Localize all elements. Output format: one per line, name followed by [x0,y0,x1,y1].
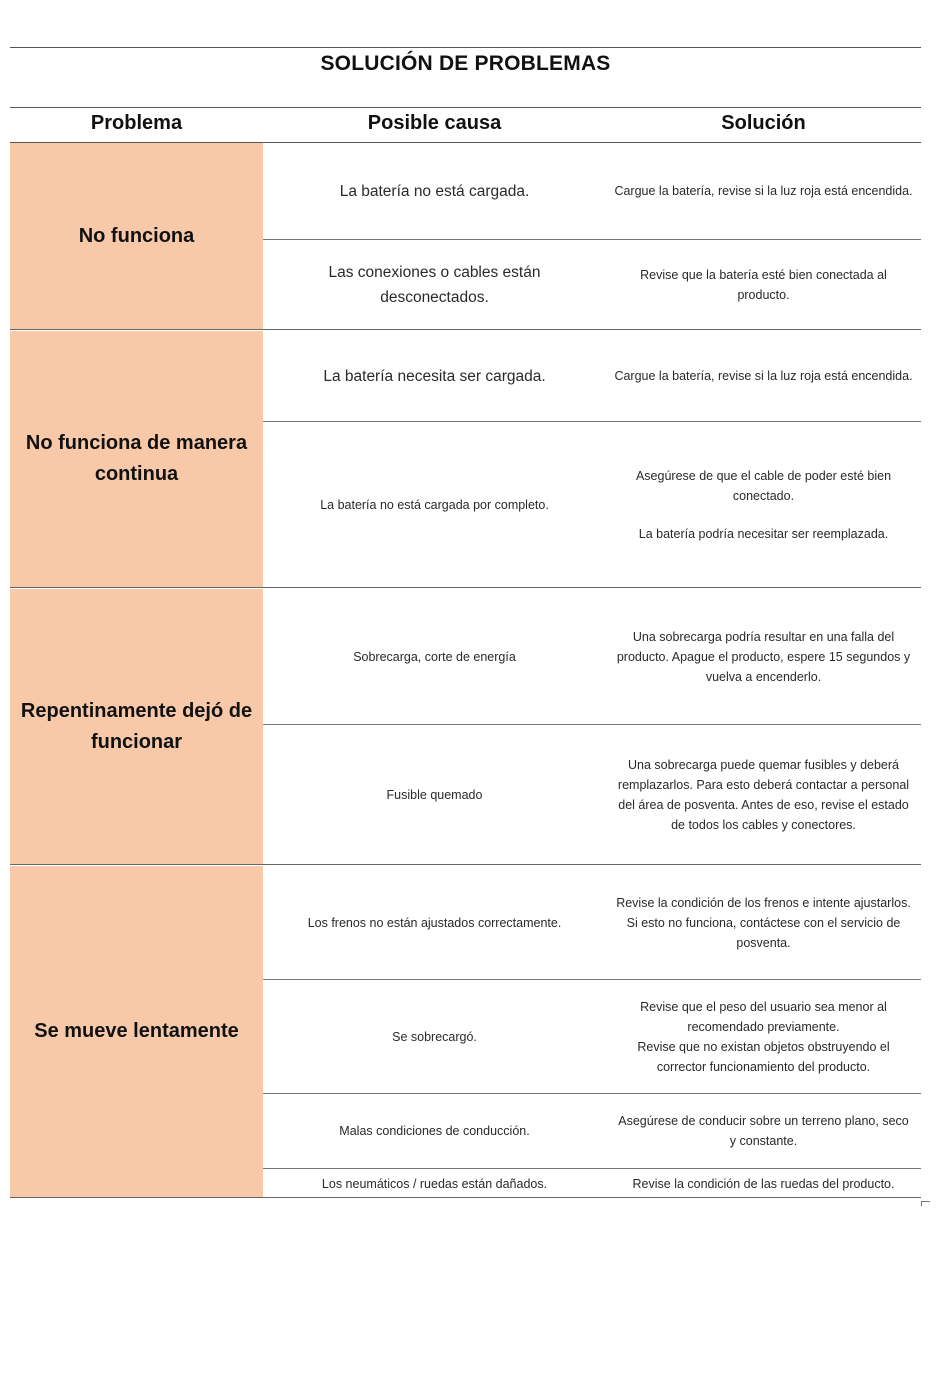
solution-text: Asegúrese de que el cable de poder esté bien conectado. [635,468,892,503]
solution-cell [606,725,921,864]
cause-cell: Sobrecarga, corte de energía [353,649,516,664]
solution-text: Asegúrese de conducir sobre un terreno plano, seco y constante. [618,1114,909,1148]
solution-text: Cargue la batería, revise si la luz roja está encendida. [614,369,913,383]
cause-cell: Las conexiones o cables están desconectados. [328,263,541,306]
table-bottom-rule [10,1197,921,1198]
solution-text: Revise que la batería esté bien conectada al producto. [640,267,887,302]
solution-text: Revise la condición de los frenos e intente ajustarlos. Si esto no funciona, contáctese con el servicio de posventa. [616,895,911,950]
solution-cell [606,240,921,329]
problem-cell: Se mueve lentamente [10,866,263,1197]
solution-text: Revise la condición de las ruedas del producto. [632,1176,895,1191]
problem-cell: No funciona [10,143,263,329]
cause-cell: Los neumáticos / ruedas están dañados. [321,1176,548,1191]
group-divider [10,587,921,588]
cause-cell: La batería no está cargada por completo. [320,497,549,512]
solution-cell [606,422,921,587]
solution-cell [606,331,921,421]
cause-cell: Fusible quemado [386,787,483,802]
header-problem: Problema [90,112,183,134]
cause-cell: La batería no está cargada. [339,182,530,200]
top-rule [10,47,921,48]
solution-text: Revise que no existan objetos obstruyendo el corrector funcionamiento del producto. [637,1039,890,1074]
solution-cell [606,980,921,1093]
page-title: SOLUCIÓN DE PROBLEMAS [320,52,611,75]
title-bottom-rule [10,107,921,108]
corner-mark [921,1201,930,1206]
solution-text: Una sobrecarga podría resultar en una falla del producto. Apague el producto, espere 15 segundos y vuelva a encenderlo. [616,629,911,684]
header-solution: Solución [721,112,806,134]
solution-text: Revise que el peso del usuario sea menor al recomendado previamente. [640,999,887,1034]
solution-cell [606,866,921,979]
header-cause: Posible causa [367,112,502,134]
solution-text: Una sobrecarga puede quemar fusibles y deberá remplazarlos. Para esto deberá contactar a personal del área de posventa. Antes de eso, revise el estado de todos los cables y conectores. [617,757,910,832]
solution-text: Cargue la batería, revise si la luz roja está encendida. [614,184,913,198]
cause-cell: Malas condiciones de conducción. [339,1124,530,1138]
group-divider [10,864,921,865]
solution-cell [606,1169,921,1198]
cause-cell: La batería necesita ser cargada. [323,367,546,385]
solution-cell [606,143,921,239]
cause-cell: Se sobrecargó. [392,1029,477,1044]
solution-cell [606,589,921,724]
solution-text: La batería podría necesitar ser reemplazada. [638,526,889,541]
problem-cell: No funciona de manera continua [10,331,263,587]
problem-cell: Repentinamente dejó de funcionar [10,589,263,864]
cause-cell: Los frenos no están ajustados correctamente. [307,915,562,930]
group-divider [10,329,921,330]
solution-cell [606,1094,921,1168]
